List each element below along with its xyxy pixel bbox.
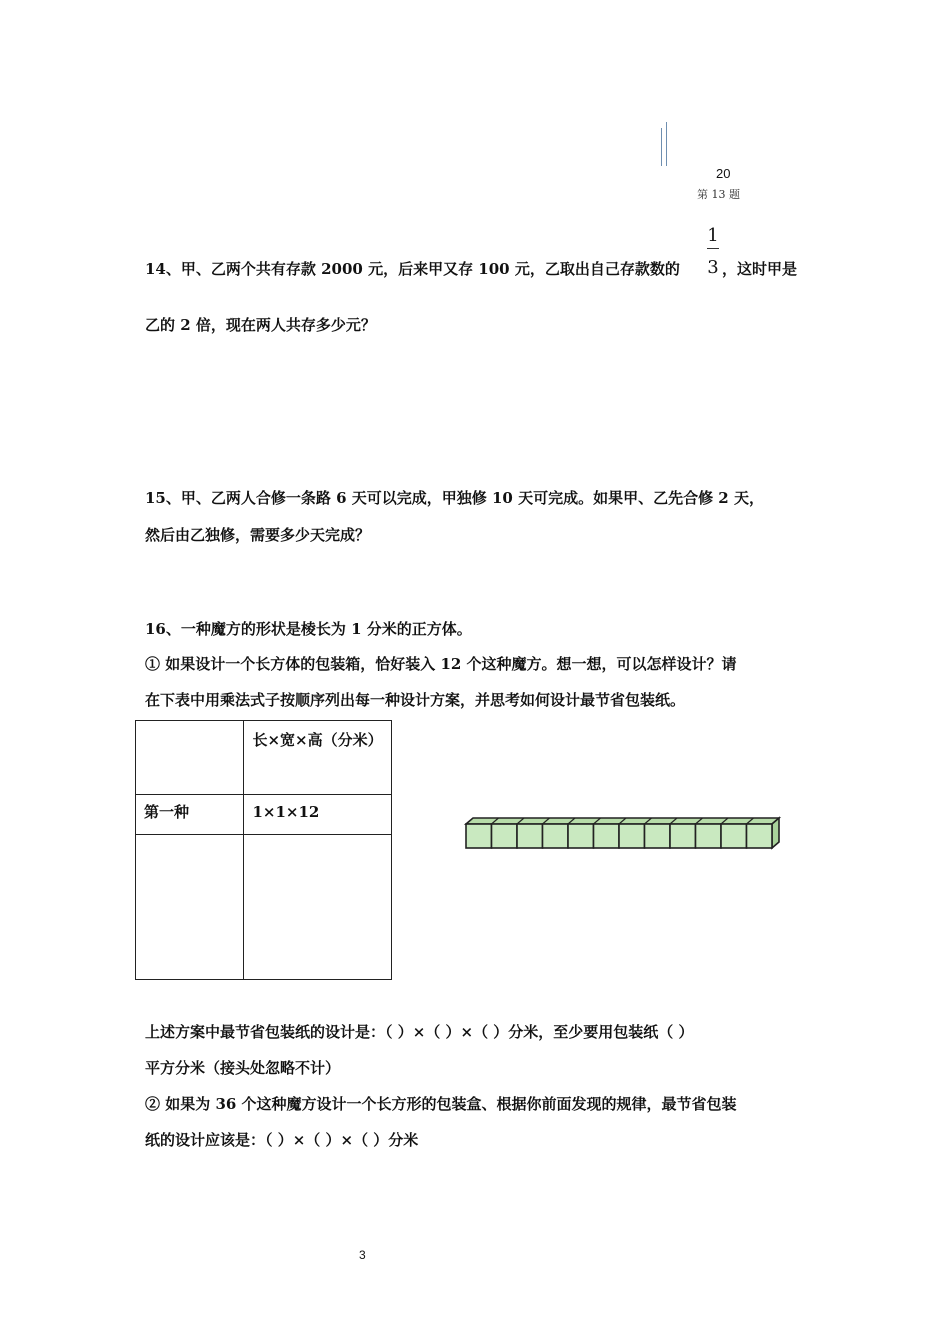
table-cell-blank-value[interactable] [244, 835, 392, 980]
q14-fraction-numerator: 1 [707, 225, 719, 246]
cube-front-face [517, 824, 543, 848]
cube-row-illustration [460, 812, 790, 856]
cube-front-face [645, 824, 671, 848]
cube-front-face [492, 824, 518, 848]
cube-front-face [466, 824, 492, 848]
page-number: 3 [359, 1248, 366, 1262]
cube-front-face [747, 824, 773, 848]
design-table [135, 720, 392, 980]
figure-line-left [661, 128, 662, 166]
q14-fraction-denominator: 3 [707, 257, 719, 278]
table-row [136, 835, 392, 980]
q15-line1: 15、甲、乙两人合修一条路 6 天可以完成，甲独修 10 天可完成。如果甲、乙先合修 2 天， [145, 489, 764, 507]
table-header-row [136, 721, 392, 795]
cube-front-face [568, 824, 594, 848]
figure-13-caption: 第 13 题 [697, 188, 740, 201]
cube-front-face [696, 824, 722, 848]
q14-line2: 乙的 2 倍，现在两人共存多少元？ [145, 316, 376, 334]
cube-front-face [543, 824, 569, 848]
figure-line-right [666, 122, 667, 166]
q15-line2: 然后由乙独修，需要多少天完成？ [145, 526, 371, 544]
q16-intro: 16、一种魔方的形状是棱长为 1 分米的正方体。 [145, 620, 472, 638]
cube-front-face [670, 824, 696, 848]
q16-answer1-line2: 平方分米（接头处忽略不计） [145, 1059, 341, 1077]
q16-answer1-line1: 上述方案中最节省包装纸的设计是：（ ）×（ ）×（ ）分米，至少要用包装纸（ ） [145, 1023, 694, 1041]
table-cell-blank-label[interactable] [136, 835, 244, 980]
cube-row-side-face [772, 818, 779, 848]
table-row [136, 795, 392, 835]
figure-13-number: 20 [716, 166, 731, 181]
q14-line1-tail: ，这时甲是 [722, 260, 798, 278]
table-header-empty [136, 721, 244, 795]
q16-part2-line2: 纸的设计应该是：（ ）×（ ）×（ ）分米 [145, 1131, 419, 1149]
q14-line1: 14、甲、乙两个共有存款 2000 元，后来甲又存 100 元，乙取出自己存款数的 [145, 260, 680, 278]
table-header-dimensions: 长×宽×高（分米） [244, 721, 392, 795]
cube-front-face [721, 824, 747, 848]
table-cell-label: 第一种 [136, 795, 244, 835]
table-cell-value: 1×1×12 [244, 795, 392, 835]
cube-front-face [594, 824, 620, 848]
q16-part2-line1: ② 如果为 36 个这种魔方设计一个长方形的包装盒、根据你前面发现的规律，最节省包装 [145, 1095, 737, 1113]
q14-fraction-bar [707, 248, 719, 249]
q16-part1-line2: 在下表中用乘法式子按顺序列出每一种设计方案，并思考如何设计最节省包装纸。 [145, 691, 686, 709]
q16-part1-line1: ① 如果设计一个长方体的包装箱，恰好装入 12 个这种魔方。想一想，可以怎样设计？请 [145, 655, 737, 673]
cube-front-face [619, 824, 645, 848]
